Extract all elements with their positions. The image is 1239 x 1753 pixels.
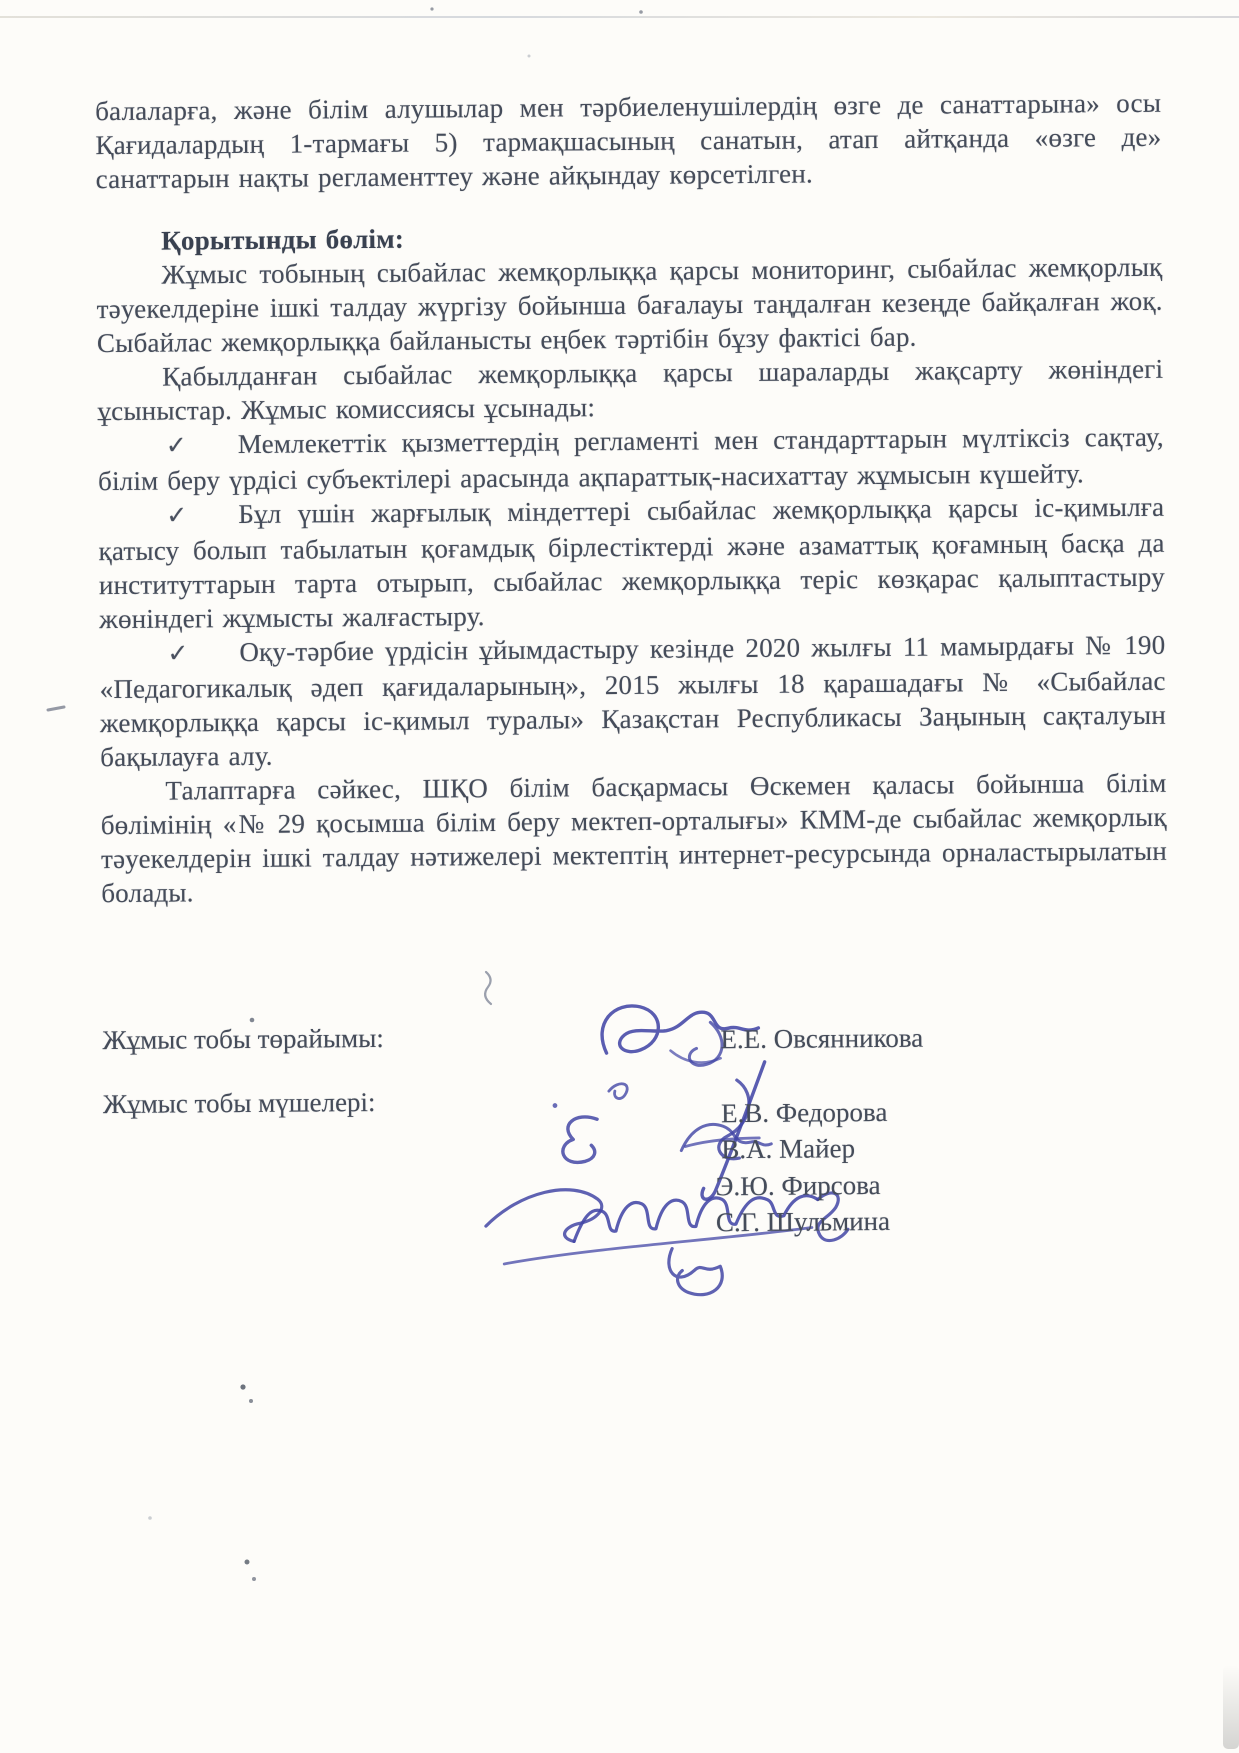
bullet-text: Оқу-тәрбие үрдісін ұйымдастыру кезінде 2020 жылғы 11 мамырдағы № 190 «Педагогикалық әдеп қағидаларының», 2015 жылғы 18 қарашадағы № «Сыбайлас жемқорлыққа қарсы іс-қимыл туралы» Қазақстан Республикасы Заңының сақталуын бақылауға алу. <box>99 629 1167 773</box>
signature-stroke <box>563 1117 598 1163</box>
checkmark-icon: ✓ <box>165 432 188 460</box>
bullet-item <box>98 490 1165 636</box>
signature-stroke <box>486 1189 602 1242</box>
chair-label: Жұмыс тобы төрайымы: <box>102 1022 384 1056</box>
member-name: Е.В. Федорова <box>720 1096 888 1129</box>
bullet-item <box>98 420 1165 498</box>
checkmark-icon: ✓ <box>167 640 189 668</box>
signature-stroke <box>609 1084 627 1099</box>
signature-stroke <box>669 1248 723 1295</box>
section-heading: Қорытынды бөлім: <box>161 223 405 256</box>
scan-corner-smudge <box>1223 1665 1239 1749</box>
signature-section <box>102 1017 1173 1645</box>
member-name: Э.Ю. Фирсова <box>715 1169 881 1202</box>
members-label: Жұмыс тобы мүшелері: <box>102 1086 376 1120</box>
signature-stroke <box>671 1050 721 1063</box>
paragraph-proposals-intro: Қабылданған сыбайлас жемқорлыққа қарсы шараларды жақсарту жөніндегі ұсыныстар. Жұмыс комиссиясы ұсынады: <box>97 353 1164 427</box>
bullet-text: Мемлекеттік қызметтердің регламенті мен стандарттарын мүлтіксіз сақтау, білім беру үрдісі субъектілері арасында ақпараттық-насихаттау жұмысын күшейту. <box>97 421 1164 497</box>
member-name: В.А. Майер <box>721 1133 856 1165</box>
chair-name: Е.Е. Овсянникова <box>720 1022 924 1055</box>
bullet-text: Бұл үшін жарғылық міндеттері сыбайлас жемқорлыққа қарсы іс-қимылға қатысу болып табылатын қоғамдық бірлестіктерді және азаматтық қоғамның басқа да институттарын тарта отырып, сыбайлас жемқорлыққа теріс көзқарас қалыптастыру жөніндегі жұмысты жалғастыру. <box>98 491 1165 635</box>
paragraph-monitoring: Жұмыс тобының сыбайлас жемқорлыққа қарсы мониторинг, сыбайлас жемқорлық тәуекелдеріне ішкі талдау жүргізу бойынша бағалауы таңдалған кезеңде байқалған жоқ. Сыбайлас жемқорлыққа байланысты еңбек тәртібін бұзу фактісі бар. <box>96 251 1163 359</box>
checkmark-icon: ✓ <box>166 502 188 530</box>
paragraph-final: Талаптарға сәйкес, ШҚО білім басқармасы Өскемен қаласы бойынша білім бөлімінің «№ 29 қосымша білім беру мектеп-орталығы» КММ-де сыбайлас жемқорлық тәуекелдерін ішкі талдау нәтижелері мектептің интернет-ресурсында орналастырылатын болады. <box>100 767 1168 909</box>
member-name: С.Г. Шульмина <box>715 1205 891 1238</box>
bullet-item <box>99 628 1166 774</box>
signature-stroke <box>553 1103 558 1108</box>
paragraph-continuation: балаларға, және білім алушылар мен тәрбиеленушілердің өзге де санаттарына» осы Қағидалардың 1-тармағы 5) тармақшасының санатын, атап айтқанда «өзге де» санаттарын нақты регламенттеу және айқындау көрсетілген. <box>95 87 1162 195</box>
